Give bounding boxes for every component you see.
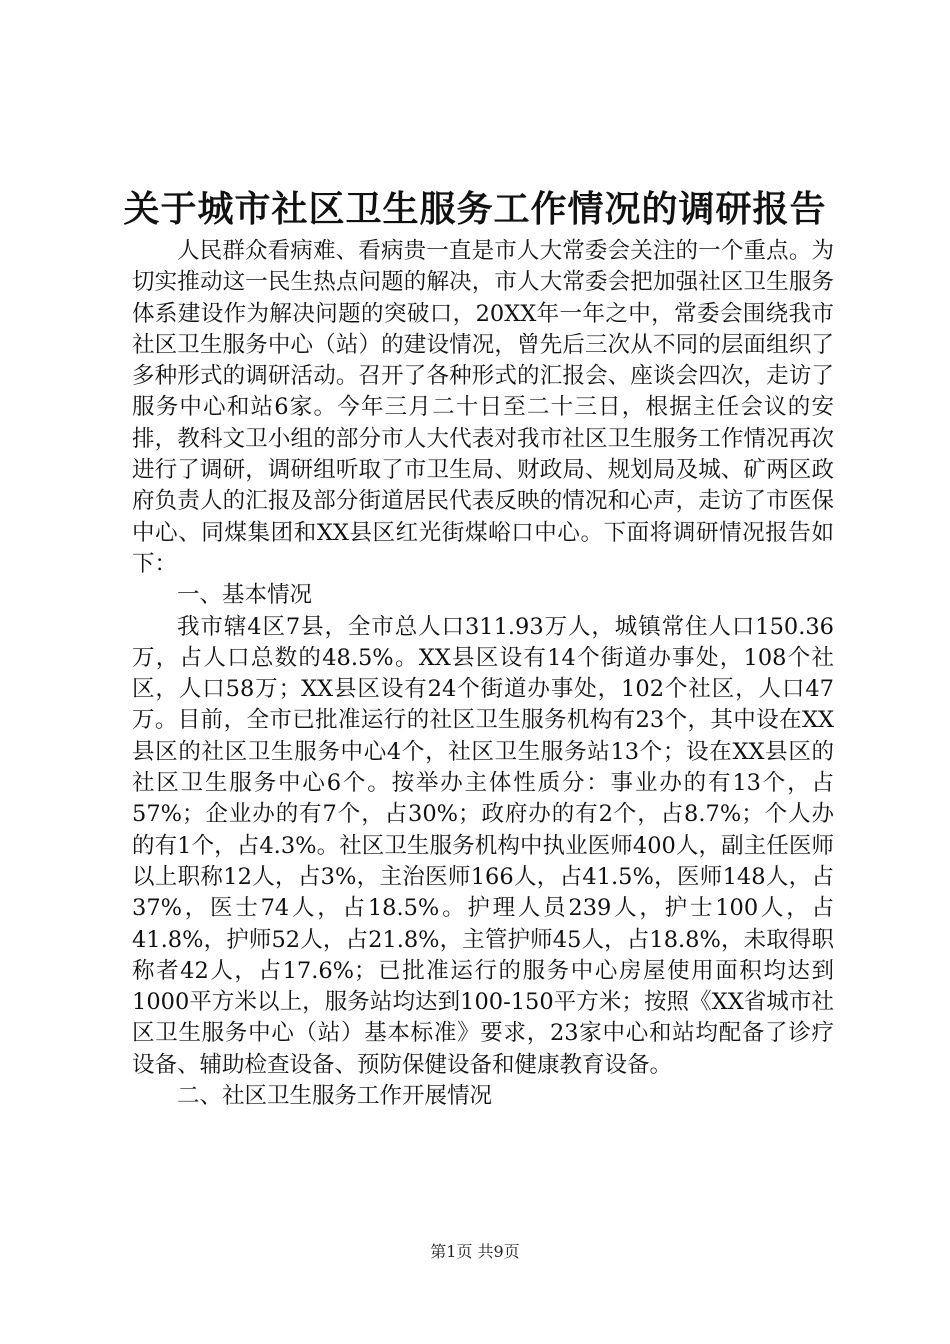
page-indicator: 第1页 共9页 bbox=[430, 1242, 520, 1261]
basic-situation-paragraph: 我市辖4区7县，全市总人口311.93万人，城镇常住人口150.36万，占人口总数的48.5%。XX县区设有14个街道办事处，108个社区，人口58万；XX县区设有24个街道办事处，102个社区，人口47万。目前，全市已批准运行的社区卫生服务机构有23个，其中设在XX县区的社区卫生服务中心4个，社区卫生服务站13个；设在XX县区的社区卫生服务中心6个。按举办主体性质分：事业办的有13个，占57%；企业办的有7个，占30%；政府办的有2个，占8.7%；个人办的有1个，占4.3%。社区卫生服务机构中执业医师400人，副主任医师以上职称12人，占3%，主治医师166人，占41.5%，医师148人，占37%，医士74人，占18.5%。护理人员239人，护士100人，占41.8%，护师52人，占21.8%，主管护师45人，占18.8%，未取得职称者42人，占17.6%；已批准运行的服务中心房屋使用面积均达到1000平方米以上，服务站均达到100-150平方米；按照《XX省城市社区卫生服务中心（站）基本标准》要求，23家中心和站均配备了诊疗设备、辅助检查设备、预防保健设备和健康教育设备。 bbox=[132, 613, 834, 1078]
document-title: 关于城市社区卫生服务工作情况的调研报告 bbox=[123, 188, 827, 230]
page-footer bbox=[0, 1241, 950, 1263]
document-body bbox=[132, 236, 834, 1112]
intro-paragraph: 人民群众看病难、看病贵一直是市人大常委会关注的一个重点。为切实推动这一民生热点问题的解决，市人大常委会把加强社区卫生服务体系建设作为解决问题的突破口，20XX年一年之中，常委会围绕我市社区卫生服务中心（站）的建设情况，曾先后三次从不同的层面组织了多种形式的调研活动。召开了各种形式的汇报会、座谈会四次，走访了服务中心和站6家。今年三月二十日至二十三日，根据主任会议的安排，教科文卫小组的部分市人大代表对我市社区卫生服务工作情况再次进行了调研，调研组听取了市卫生局、财政局、规划局及城、矿两区政府负责人的汇报及部分街道居民代表反映的情况和心声，走访了市医保中心、同煤集团和XX县区红光街煤峪口中心。下面将调研情况报告如下： bbox=[132, 238, 834, 577]
section-heading-basic-situation: 一、基本情况 bbox=[177, 582, 313, 609]
section-heading-work-progress: 二、社区卫生服务工作开展情况 bbox=[177, 1083, 493, 1110]
